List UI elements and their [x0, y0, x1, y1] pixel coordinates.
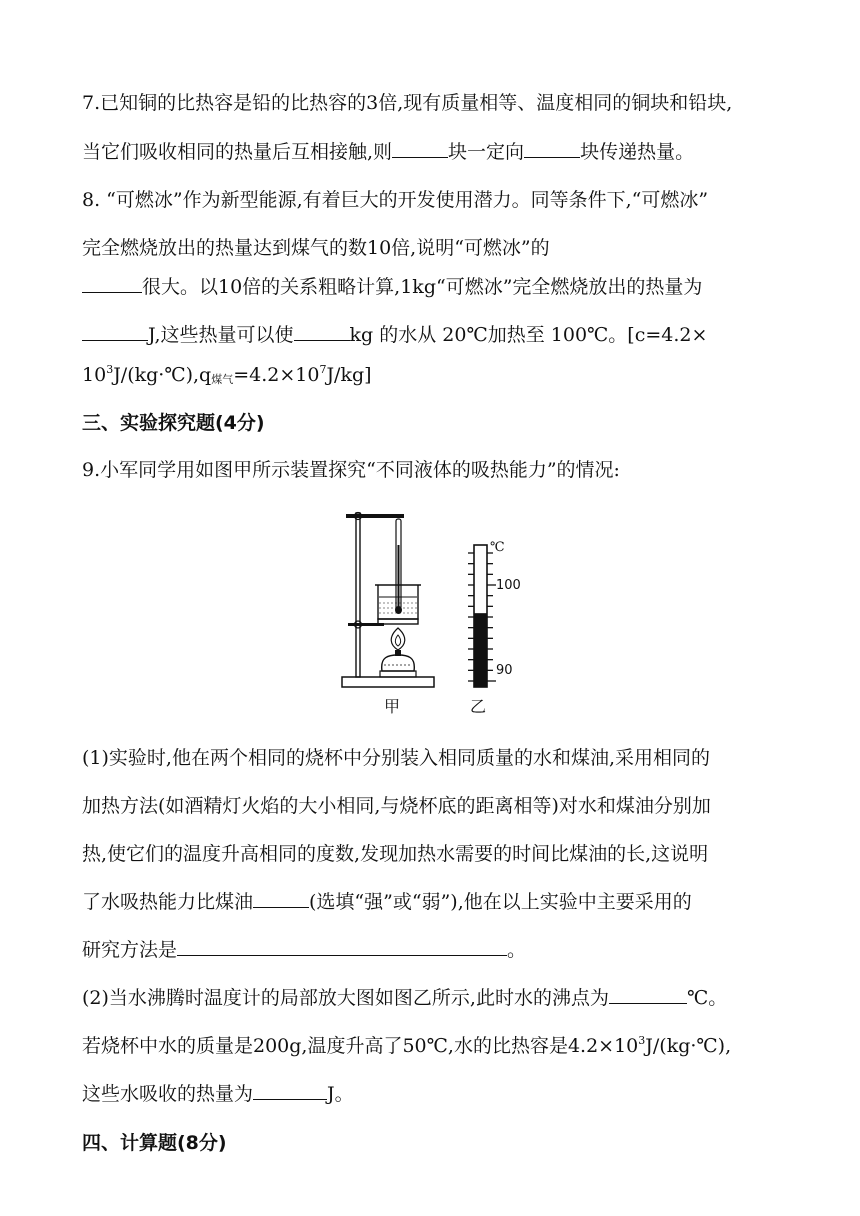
answer-blank[interactable] — [609, 986, 687, 1004]
section-heading-calculation: 四、计算题(8分) — [82, 1132, 227, 1154]
answer-blank[interactable] — [524, 140, 580, 158]
q7-line-1: 7.已知铜的比热容是铅的比热容的3倍,现有质量相等、温度相同的铜块和铅块, — [82, 92, 733, 114]
q8-line-1: 8. “可燃冰”作为新型能源,有着巨大的开发使用潜力。同等条件下,“可燃冰” — [82, 189, 709, 211]
apparatus-jia — [342, 513, 434, 688]
thermometer-yi — [468, 540, 521, 687]
answer-blank[interactable] — [392, 140, 448, 158]
answer-blank[interactable] — [177, 938, 507, 956]
q8-line-4: J,这些热量可以使 kg 的水从 20℃加热至 100℃。[c=4.2× — [82, 323, 782, 347]
q8-line-2: 完全燃烧放出的热量达到煤气的数10倍,说明“可燃冰”的 — [82, 237, 550, 259]
q7-line-2: 当它们吸收相同的热量后互相接触,则 块一定向 块传递热量。 — [82, 141, 695, 163]
q9-p2-line-1: (2)当水沸腾时温度计的局部放大图如图乙所示,此时水的沸点为 ℃。 — [82, 987, 728, 1009]
unit-label: ℃ — [490, 540, 505, 555]
tick-label-100: 100 — [496, 578, 521, 593]
answer-blank[interactable] — [253, 890, 309, 908]
experiment-figure — [338, 505, 528, 720]
q9-p2-line-2: 若烧杯中水的质量是200g,温度升高了50℃,水的比热容是$4.2\times 10^3J/(kg\cdot℃)$, — [82, 1034, 732, 1057]
q9-p1-line-5: 研究方法是 。 — [82, 939, 527, 961]
q9-p1-line-1: (1)实验时,他在两个相同的烧杯中分别装入相同质量的水和煤油,采用相同的 — [82, 747, 710, 769]
mercury-column — [474, 613, 487, 687]
answer-blank[interactable] — [294, 323, 350, 341]
q9-p1-line-4: 了水吸热能力比煤油 (选填“强”或“弱”),他在以上实验中主要采用的 — [82, 891, 692, 913]
answer-blank[interactable] — [82, 275, 142, 293]
q8-line-3: 很大。以10倍的关系粗略计算,1kg“可燃冰”完全燃烧放出的热量为 — [82, 275, 782, 299]
q9-p1-line-2: 加热方法(如酒精灯火焰的大小相同,与烧杯底的距离相等)对水和煤油分别加 — [82, 795, 711, 817]
tick-label-90: 90 — [496, 663, 513, 678]
answer-blank[interactable] — [82, 323, 148, 341]
q9-p2-line-3: 这些水吸收的热量为 J。 — [82, 1083, 354, 1105]
q9-p1-line-3: 热,使它们的温度升高相同的度数,发现加热水需要的时间比煤油的长,这说明 — [82, 843, 709, 865]
figure-label-yi: 乙 — [470, 697, 487, 716]
answer-blank[interactable] — [253, 1082, 327, 1100]
section-heading-experiment: 三、实验探究题(4分) — [82, 412, 265, 434]
figure-label-jia: 甲 — [384, 697, 401, 716]
q9-intro: 9.小军同学用如图甲所示装置探究“不同液体的吸热能力”的情况: — [82, 459, 620, 481]
q8-line-5: $10^3J/(kg\cdot℃),q$煤气$=4.2\times 10^7J/kg$] — [82, 363, 372, 386]
